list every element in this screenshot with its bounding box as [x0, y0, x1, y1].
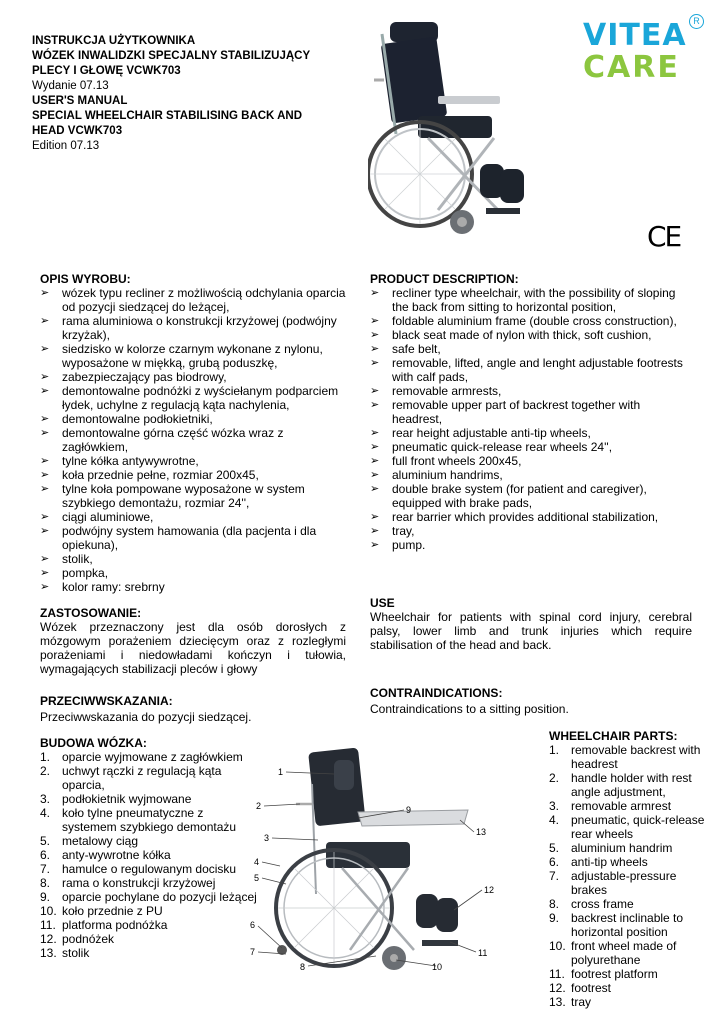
part-number: 5.: [40, 834, 51, 848]
en-description-item: [370, 510, 692, 524]
pl-part-text: hamulce o regulowanym docisku: [62, 862, 237, 876]
en-part-item: [549, 967, 709, 981]
part-number: 8.: [40, 876, 51, 890]
en-part-item: [549, 897, 709, 911]
en-description-item-text: rear barrier which provides additional stabilization,: [392, 510, 659, 524]
bullet-arrow-icon: ➢: [370, 511, 380, 523]
header-title-pl-2: WÓZEK INWALIDZKI SPECJALNY STABILIZUJĄCY: [32, 50, 311, 62]
en-description-item: [370, 356, 692, 384]
en-description-item: [370, 440, 692, 454]
pl-description-item: [40, 370, 350, 384]
en-description-item-text: pump.: [392, 538, 426, 552]
pl-parts-list: [40, 750, 260, 960]
pl-description-item-text: pompka,: [62, 566, 109, 580]
pl-description-item-text: ciągi aluminiowe,: [62, 510, 154, 524]
en-contraindications-section: [370, 686, 692, 716]
bullet-arrow-icon: ➢: [370, 385, 380, 397]
diagram-label-12: 12: [484, 885, 495, 895]
en-part-text: adjustable-pressure brakes: [571, 869, 677, 897]
bullet-arrow-icon: ➢: [40, 413, 50, 425]
pl-description-item: [40, 286, 350, 314]
pl-part-item: [40, 834, 260, 848]
en-part-text: footrest platform: [571, 967, 658, 981]
bullet-arrow-icon: ➢: [370, 329, 380, 341]
bullet-arrow-icon: ➢: [370, 525, 380, 537]
en-contraindications-title: CONTRAINDICATIONS:: [370, 686, 503, 700]
en-part-text: handle holder with rest angle adjustment,: [571, 771, 692, 799]
pl-part-text: metalowy ciąg: [62, 834, 139, 848]
bullet-arrow-icon: ➢: [40, 343, 50, 355]
part-number: 2.: [549, 771, 560, 785]
header-edition-pl: Wydanie 07.13: [32, 80, 109, 92]
en-use-title: USE: [370, 596, 395, 610]
pl-contraindications-text: Przeciwwskazania do pozycji siedzącej.: [40, 710, 252, 724]
en-part-item: [549, 995, 709, 1009]
diagram-label-4: 4: [254, 857, 260, 867]
en-part-item: [549, 939, 709, 967]
pl-part-item: [40, 904, 260, 918]
part-number: 11.: [549, 967, 565, 981]
pl-description-list: [40, 286, 350, 594]
part-number: 7.: [549, 869, 560, 883]
pl-description-item: [40, 384, 350, 412]
wheelchair-photo: [368, 14, 528, 240]
header-title-pl-1: INSTRUKCJA UŻYTKOWNIKA: [32, 35, 196, 47]
vitea-care-logo: [583, 16, 701, 90]
ce-mark: CE: [647, 220, 681, 253]
en-part-text: tray: [571, 995, 592, 1009]
part-number: 2.: [40, 764, 51, 778]
en-part-item: [549, 743, 709, 771]
part-number: 12.: [40, 932, 57, 946]
en-description-item: [370, 468, 692, 482]
pl-part-item: [40, 946, 260, 960]
en-description-item-text: foldable aluminium frame (double cross construction),: [392, 314, 677, 328]
en-part-item: [549, 855, 709, 869]
part-number: 5.: [549, 841, 560, 855]
diagram-label-6: 6: [250, 920, 256, 930]
pl-part-text: stolik: [62, 946, 90, 960]
en-part-text: front wheel made of polyurethane: [571, 939, 677, 967]
part-number: 6.: [40, 848, 51, 862]
pl-use-title: ZASTOSOWANIE:: [40, 606, 142, 620]
part-number: 11.: [40, 918, 56, 932]
pl-part-text: podłokietnik wyjmowane: [62, 792, 192, 806]
part-number: 1.: [549, 743, 560, 757]
en-part-item: [549, 981, 709, 995]
pl-part-item: [40, 918, 260, 932]
bullet-arrow-icon: ➢: [370, 287, 380, 299]
part-number: 7.: [40, 862, 51, 876]
en-part-text: pneumatic, quick-release rear wheels: [571, 813, 705, 841]
pl-description-item: [40, 510, 350, 524]
bullet-arrow-icon: ➢: [40, 553, 50, 565]
pl-description-section: [40, 272, 350, 594]
en-part-text: cross frame: [571, 897, 634, 911]
header-edition-en: Edition 07.13: [32, 140, 100, 152]
diagram-label-2: 2: [256, 801, 262, 811]
pl-description-item: [40, 552, 350, 566]
part-number: 9.: [549, 911, 560, 925]
en-part-item: [549, 799, 709, 813]
pl-part-text: podnóżek: [62, 932, 115, 946]
bullet-arrow-icon: ➢: [370, 455, 380, 467]
bullet-arrow-icon: ➢: [40, 315, 50, 327]
en-description-list: [370, 286, 692, 552]
pl-description-item-text: siedzisko w kolorze czarnym wykonane z nylonu, wyposażone w miękką, grubą poduszkę,: [62, 342, 323, 370]
en-part-text: anti-tip wheels: [571, 855, 648, 869]
pl-part-text: oparcie wyjmowane z zagłówkiem: [62, 750, 243, 764]
pl-part-item: [40, 890, 260, 904]
en-description-item: [370, 538, 692, 552]
part-number: 13.: [40, 946, 57, 960]
bullet-arrow-icon: ➢: [40, 469, 50, 481]
pl-contraindications-title: PRZECIWWSKAZANIA:: [40, 694, 173, 708]
document-header: [32, 34, 342, 154]
pl-description-item-text: demontowalne podłokietniki,: [62, 412, 213, 426]
pl-part-text: platforma podnóżka: [62, 918, 168, 932]
header-title-en-1: USER'S MANUAL: [32, 95, 128, 107]
diagram-label-3: 3: [264, 833, 270, 843]
part-number: 12.: [549, 981, 566, 995]
en-description-item: [370, 398, 692, 426]
en-part-text: footrest: [571, 981, 612, 995]
logo-line-care: CARE: [583, 50, 680, 85]
en-part-item: [549, 771, 709, 799]
pl-description-item-text: zabezpieczający pas biodrowy,: [62, 370, 227, 384]
diagram-label-1: 1: [278, 767, 284, 777]
pl-parts-section: [40, 736, 260, 960]
diagram-label-7: 7: [250, 947, 256, 957]
en-use-section: [370, 596, 692, 652]
en-parts-list: [549, 743, 709, 1009]
en-description-item: [370, 384, 692, 398]
pl-part-item: [40, 792, 260, 806]
diagram-label-13: 13: [476, 827, 487, 837]
pl-part-item: [40, 750, 260, 764]
en-part-text: removable armrest: [571, 799, 672, 813]
logo-line-vitea: VITEA: [583, 18, 687, 53]
pl-part-item: [40, 932, 260, 946]
en-description-item-text: tray,: [392, 524, 415, 538]
pl-parts-title: BUDOWA WÓZKA:: [40, 736, 147, 750]
en-description-item-text: safe belt,: [392, 342, 441, 356]
pl-part-text: oparcie pochylane do pozycji leżącej: [62, 890, 257, 904]
en-description-title: PRODUCT DESCRIPTION:: [370, 272, 519, 286]
pl-contraindications-section: [40, 694, 346, 724]
bullet-arrow-icon: ➢: [370, 469, 380, 481]
en-description-item-text: removable, lifted, angle and lenght adjustable footrests with calf pads,: [392, 356, 683, 384]
pl-description-item-text: kolor ramy: srebrny: [62, 580, 165, 594]
bullet-arrow-icon: ➢: [370, 343, 380, 355]
en-part-text: removable backrest with headrest: [571, 743, 701, 771]
pl-description-item: [40, 412, 350, 426]
en-description-item-text: black seat made of nylon with thick, soft cushion,: [392, 328, 652, 342]
pl-description-item: [40, 468, 350, 482]
part-number: 1.: [40, 750, 51, 764]
bullet-arrow-icon: ➢: [370, 399, 380, 411]
en-description-section: [370, 272, 692, 552]
pl-description-item: [40, 314, 350, 342]
pl-use-text: Wózek przeznaczony jest dla osób dorosłych z mózgowym porażeniem dziecięcym oraz z rozległymi porażeniami i niedowładami kończyn i tułowia, wymagających stabilizacji pleców i głowy: [40, 620, 346, 676]
bullet-arrow-icon: ➢: [40, 287, 50, 299]
en-description-item: [370, 314, 692, 328]
pl-description-item: [40, 342, 350, 370]
en-description-item-text: pneumatic quick-release rear wheels 24'',: [392, 440, 613, 454]
bullet-arrow-icon: ➢: [40, 371, 50, 383]
en-part-item: [549, 841, 709, 855]
bullet-arrow-icon: ➢: [370, 427, 380, 439]
bullet-arrow-icon: ➢: [370, 357, 380, 369]
bullet-arrow-icon: ➢: [40, 581, 50, 593]
diagram-label-8: 8: [300, 962, 306, 972]
registered-mark: R: [689, 14, 704, 29]
pl-description-item-text: tylne koła pompowane wyposażone w system szybkiego demontażu, rozmiar 24'',: [62, 482, 305, 510]
bullet-arrow-icon: ➢: [40, 385, 50, 397]
en-description-item: [370, 342, 692, 356]
pl-part-item: [40, 764, 260, 792]
part-number: 4.: [549, 813, 560, 827]
part-number: 3.: [40, 792, 51, 806]
en-parts-title: WHEELCHAIR PARTS:: [549, 729, 678, 743]
en-description-item: [370, 482, 692, 510]
bullet-arrow-icon: ➢: [40, 525, 50, 537]
pl-description-item-text: tylne kółka antywywrotne,: [62, 454, 199, 468]
pl-description-item-text: demontowalne górna część wózka wraz z zagłówkiem,: [62, 426, 284, 454]
bullet-arrow-icon: ➢: [40, 455, 50, 467]
diagram-label-5: 5: [254, 873, 260, 883]
wheelchair-parts-diagram: [246, 744, 506, 980]
pl-description-item-text: koła przednie pełne, rozmiar 200x45,: [62, 468, 259, 482]
part-number: 10.: [549, 939, 566, 953]
en-part-text: aluminium handrim: [571, 841, 673, 855]
pl-description-item: [40, 426, 350, 454]
pl-part-text: koło tylne pneumatyczne z systemem szybkiego demontażu: [62, 806, 237, 834]
pl-description-item-text: rama aluminiowa o konstrukcji krzyżowej (podwójny krzyżak),: [62, 314, 337, 342]
en-description-item: [370, 524, 692, 538]
en-part-text: backrest inclinable to horizontal position: [571, 911, 684, 939]
pl-description-item-text: wózek typu recliner z możliwością odchylania oparcia od pozycji siedzącej do leżącej,: [62, 286, 346, 314]
pl-description-item: [40, 482, 350, 510]
pl-description-item-text: stolik,: [62, 552, 93, 566]
pl-part-text: rama o konstrukcji krzyżowej: [62, 876, 216, 890]
header-title-en-2: SPECIAL WHEELCHAIR STABILISING BACK AND: [32, 110, 303, 122]
en-description-item: [370, 426, 692, 440]
en-description-item-text: recliner type wheelchair, with the possibility of sloping the back from sitting to horizontal position,: [392, 286, 676, 314]
pl-description-item: [40, 580, 350, 594]
pl-part-text: uchwyt rączki z regulacją kąta oparcia,: [62, 764, 222, 792]
bullet-arrow-icon: ➢: [370, 315, 380, 327]
pl-description-item: [40, 524, 350, 552]
diagram-label-9: 9: [406, 805, 412, 815]
part-number: 9.: [40, 890, 51, 904]
en-parts-section: [549, 729, 709, 1009]
diagram-label-11: 11: [478, 948, 488, 958]
part-number: 6.: [549, 855, 560, 869]
bullet-arrow-icon: ➢: [40, 483, 50, 495]
en-description-item-text: removable upper part of backrest together with headrest,: [392, 398, 641, 426]
pl-part-text: koło przednie z PU: [62, 904, 163, 918]
pl-description-item: [40, 566, 350, 580]
en-part-item: [549, 869, 709, 897]
bullet-arrow-icon: ➢: [370, 483, 380, 495]
en-description-item-text: removable armrests,: [392, 384, 502, 398]
bullet-arrow-icon: ➢: [40, 511, 50, 523]
pl-description-item: [40, 454, 350, 468]
part-number: 3.: [549, 799, 560, 813]
en-description-item-text: double brake system (for patient and caregiver), equipped with brake pads,: [392, 482, 647, 510]
part-number: 10.: [40, 904, 57, 918]
bullet-arrow-icon: ➢: [40, 567, 50, 579]
pl-description-item-text: podwójny system hamowania (dla pacjenta i dla opiekuna),: [62, 524, 317, 552]
en-contraindications-text: Contraindications to a sitting position.: [370, 702, 569, 716]
bullet-arrow-icon: ➢: [40, 427, 50, 439]
bullet-arrow-icon: ➢: [370, 441, 380, 453]
bullet-arrow-icon: ➢: [370, 539, 380, 551]
en-part-item: [549, 813, 709, 841]
en-part-item: [549, 911, 709, 939]
header-title-pl-3: PLECY I GŁOWĘ VCWK703: [32, 65, 181, 77]
pl-part-item: [40, 876, 260, 890]
pl-part-item: [40, 848, 260, 862]
header-title-en-3: HEAD VCWK703: [32, 125, 123, 137]
en-description-item-text: aluminium handrims,: [392, 468, 503, 482]
pl-part-item: [40, 806, 260, 834]
pl-part-text: anty-wywrotne kółka: [62, 848, 171, 862]
part-number: 8.: [549, 897, 560, 911]
pl-use-section: [40, 606, 346, 676]
en-description-item-text: rear height adjustable anti-tip wheels,: [392, 426, 591, 440]
en-use-text: Wheelchair for patients with spinal cord injury, cerebral palsy, lower limb and trunk injuries which require stabilisation of the head and back.: [370, 610, 692, 652]
pl-description-item-text: demontowalne podnóżki z wyściełanym podparciem łydek, uchylne z regulacją kąta nachylenia,: [62, 384, 339, 412]
en-description-item: [370, 454, 692, 468]
part-number: 13.: [549, 995, 566, 1009]
diagram-label-10: 10: [432, 962, 443, 972]
pl-description-title: OPIS WYROBU:: [40, 272, 131, 286]
en-description-item: [370, 328, 692, 342]
part-number: 4.: [40, 806, 51, 820]
en-description-item-text: full front wheels 200x45,: [392, 454, 522, 468]
en-description-item: [370, 286, 692, 314]
pl-part-item: [40, 862, 260, 876]
